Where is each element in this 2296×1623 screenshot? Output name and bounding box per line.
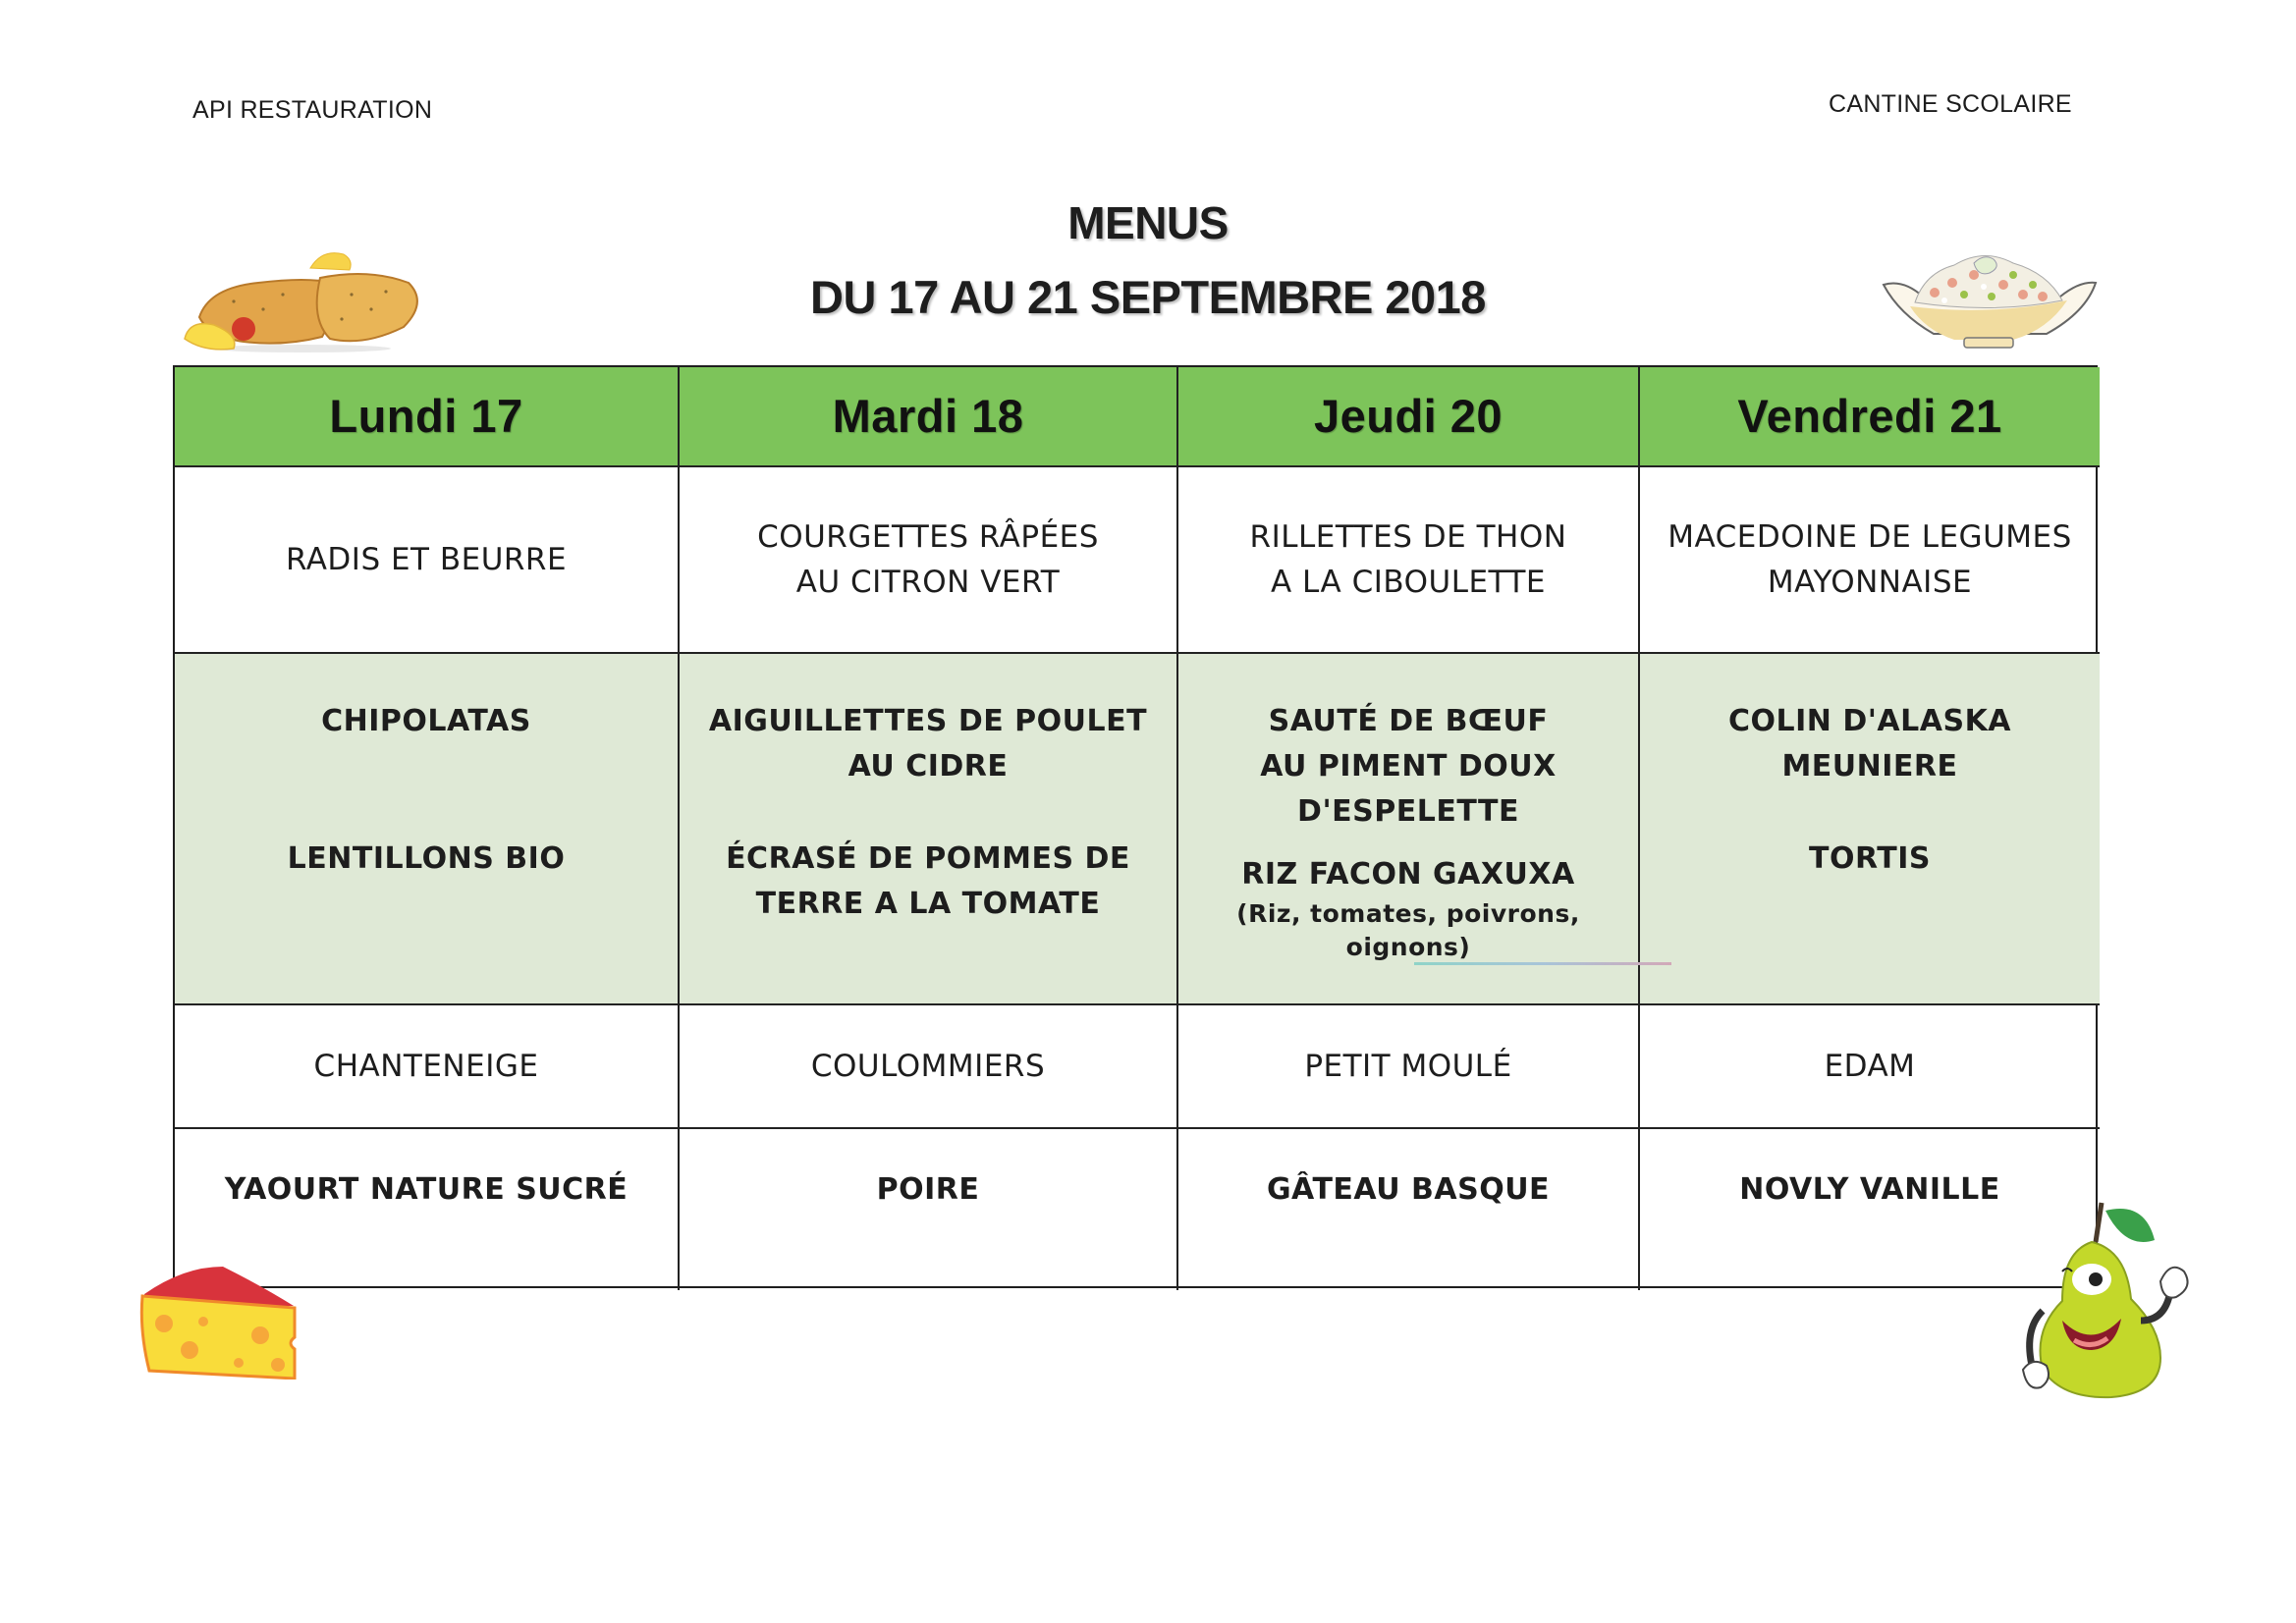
- dessert-monday: YAOURT NATURE SUCRÉ: [175, 1129, 680, 1290]
- main-dish-line: AIGUILLETTES DE POULET: [708, 704, 1148, 738]
- main-course-monday: [175, 654, 680, 1005]
- starter-line: COURGETTES RÂPÉES: [757, 519, 1099, 555]
- pear-mascot-icon: [2003, 1193, 2200, 1399]
- side-dish-line: RIZ FACON GAXUXA: [1241, 857, 1575, 892]
- main-dish-line: D'ESPELETTE: [1297, 794, 1519, 829]
- main-dish-line: AU PIMENT DOUX: [1260, 749, 1557, 784]
- main-course-thursday: [1178, 654, 1640, 1005]
- main-dish-line: SAUTÉ DE BŒUF: [1268, 704, 1549, 738]
- day-header-tuesday: Mardi 18: [680, 367, 1178, 467]
- starter-line: AU CITRON VERT: [795, 565, 1061, 600]
- starter-monday: [175, 467, 680, 654]
- dessert-thursday: GÂTEAU BASQUE: [1178, 1129, 1640, 1290]
- cheese-thursday: PETIT MOULÉ: [1178, 1005, 1640, 1129]
- starter-thursday: [1178, 467, 1640, 654]
- starter-friday: [1640, 467, 2100, 654]
- starter-line: RADIS ET BEURRE: [285, 542, 568, 577]
- main-dish-line: AU CIDRE: [847, 749, 1009, 784]
- day-header-thursday: Jeudi 20: [1178, 367, 1640, 467]
- date-range-title: DU 17 AU 21 SEPTEMBRE 2018: [810, 271, 1486, 323]
- side-dish-note: (Riz, tomates, poivrons, oignons): [1236, 899, 1580, 961]
- dessert-tuesday: POIRE: [680, 1129, 1178, 1290]
- day-header-friday: Vendredi 21: [1640, 367, 2100, 467]
- page-title: MENUS: [1067, 197, 1229, 248]
- main-course-tuesday: [680, 654, 1178, 1005]
- service-name: CANTINE SCOLAIRE: [1829, 90, 2072, 118]
- cheese-tuesday: COULOMMIERS: [680, 1005, 1178, 1129]
- starter-line: MAYONNAISE: [1767, 565, 1973, 600]
- main-course-friday: [1640, 654, 2100, 1005]
- starter-line: MACEDOINE DE LEGUMES: [1667, 519, 2072, 555]
- starter-line: A LA CIBOULETTE: [1271, 565, 1546, 600]
- company-name: API RESTAURATION: [192, 96, 433, 124]
- macedoine-salad-bowl-icon: [1876, 245, 2102, 353]
- starter-tuesday: [680, 467, 1178, 654]
- side-dish-line: LENTILLONS BIO: [287, 841, 566, 876]
- cheese-friday: EDAM: [1640, 1005, 2100, 1129]
- menu-table: [173, 365, 2098, 1288]
- main-dish-line: MEUNIERE: [1781, 749, 1958, 784]
- side-dish-line: TORTIS: [1809, 841, 1931, 876]
- side-dish-line: ÉCRASÉ DE POMMES DE: [726, 841, 1130, 876]
- starter-line: RILLETTES DE THON: [1249, 519, 1567, 555]
- main-dish-line: CHIPOLATAS: [321, 704, 531, 738]
- main-dish-line: COLIN D'ALASKA: [1727, 704, 2012, 738]
- cheese-monday: CHANTENEIGE: [175, 1005, 680, 1129]
- dessert-friday: NOVLY VANILLE: [1739, 1172, 2000, 1207]
- decorative-line: [1414, 962, 1671, 965]
- day-header-monday: Lundi 17: [175, 367, 680, 467]
- side-dish-line: TERRE A LA TOMATE: [755, 887, 1101, 921]
- breaded-fish-icon: [175, 241, 440, 358]
- cheese-wedge-icon: [133, 1257, 300, 1380]
